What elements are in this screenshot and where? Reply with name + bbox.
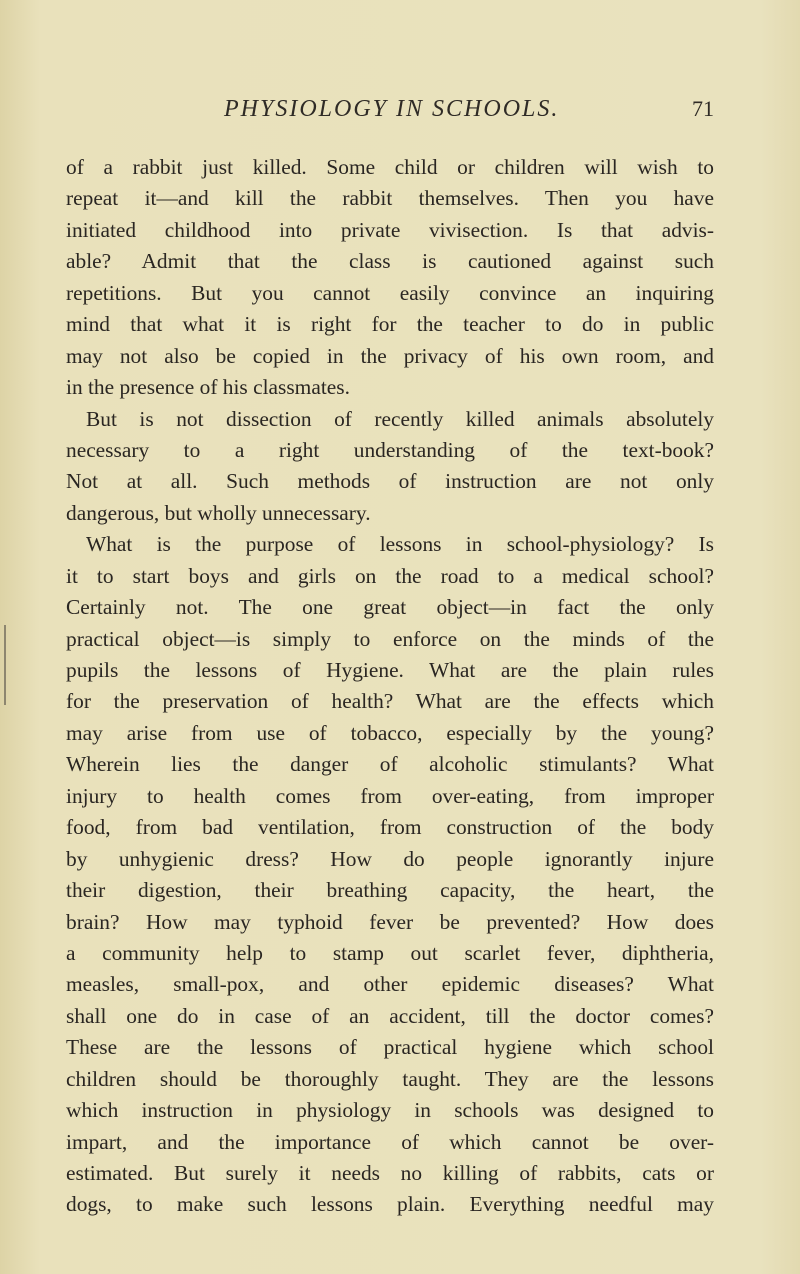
text-line: dogs, to make such lessons plain. Everything needful may [66, 1192, 714, 1217]
text-line: able? Admit that the class is cautioned against such [66, 249, 714, 274]
text-line: injury to health comes from over-eating, from improper [66, 783, 714, 808]
text-line: necessary to a right understanding of the text-book? [66, 437, 714, 462]
text-line: estimated. But surely it needs no killing of rabbits, cats or [66, 1161, 714, 1185]
running-title: PHYSIOLOGY IN SCHOOLS. [224, 96, 560, 122]
body-text [66, 152, 714, 1221]
text-line: of a rabbit just killed. Some child or children will wish to [66, 155, 714, 179]
text-line: pupils the lessons of Hygiene. What are the plain rules [66, 658, 714, 682]
text-line: practical object—is simply to enforce on the minds of the [66, 626, 714, 651]
text-line: for the preservation of health? What are the effects which [66, 689, 714, 714]
running-head [66, 96, 714, 136]
text-line: it to start boys and girls on the road to a medical school? [66, 563, 714, 588]
text-line: dangerous, but wholly unnecessary. [66, 500, 371, 525]
text-line: children should be thoroughly taught. They are the lessons [66, 1066, 714, 1091]
text-line: What is the purpose of lessons in school-physiology? Is [86, 532, 714, 557]
text-line: initiated childhood into private vivisection. Is that advis- [66, 217, 714, 242]
text-line: impart, and the importance of which cannot be over- [66, 1129, 714, 1154]
text-line: by unhygienic dress? How do people ignorantly injure [66, 846, 714, 871]
text-line: repetitions. But you cannot easily convince an inquiring [66, 280, 714, 305]
text-line: their digestion, their breathing capacity, the heart, the [66, 878, 714, 903]
text-line: shall one do in case of an accident, till the doctor comes? [66, 1003, 714, 1028]
text-line: These are the lessons of practical hygiene which school [66, 1035, 714, 1060]
text-line: food, from bad ventilation, from construction of the body [66, 815, 714, 840]
text-line: measles, small-pox, and other epidemic diseases? What [66, 972, 714, 997]
text-line: repeat it—and kill the rabbit themselves. Then you have [66, 186, 714, 211]
text-line: brain? How may typhoid fever be prevented? How does [66, 909, 714, 934]
text-line: But is not dissection of recently killed animals absolutely [86, 406, 714, 431]
text-line: may not also be copied in the privacy of his own room, and [66, 343, 714, 368]
text-line: mind that what it is right for the teacher to do in public [66, 312, 714, 337]
text-line: may arise from use of tobacco, especially by the young? [66, 720, 714, 745]
text-line: Certainly not. The one great object—in fact the only [66, 595, 714, 620]
page-number: 71 [692, 96, 714, 121]
text-line: in the presence of his classmates. [66, 375, 350, 400]
text-line: Wherein lies the danger of alcoholic stimulants? What [66, 752, 714, 777]
text-line: which instruction in physiology in schools was designed to [66, 1098, 714, 1123]
text-line: Not at all. Such methods of instruction are not only [66, 469, 714, 494]
text-line: a community help to stamp out scarlet fever, diphtheria, [66, 940, 714, 965]
margin-mark [4, 625, 6, 705]
